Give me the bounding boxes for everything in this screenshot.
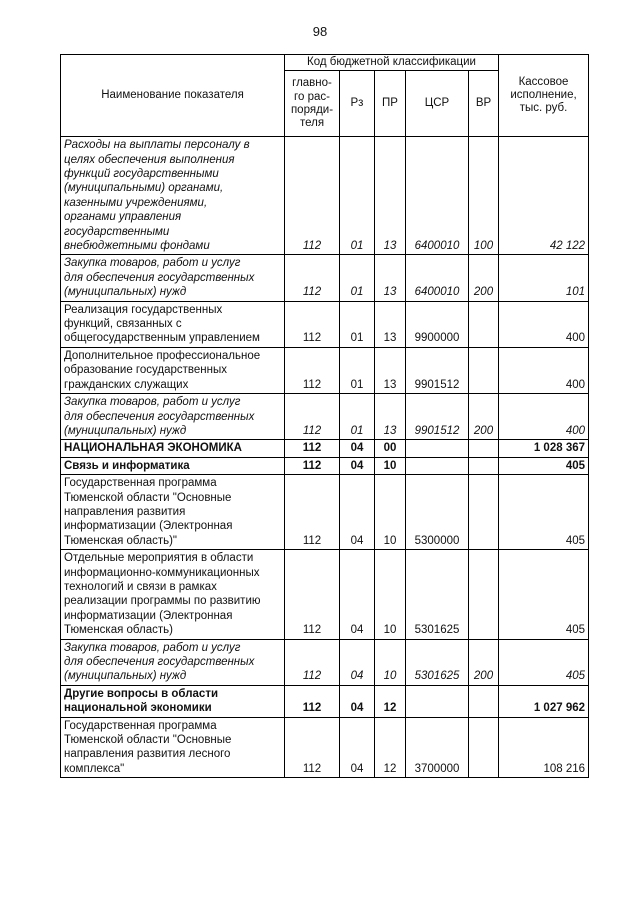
table-row: [61, 717, 589, 778]
row-grbs: 112: [285, 137, 340, 255]
row-name-line: национальной экономики: [64, 702, 212, 715]
row-name-line: Расходы на выплаты персоналу в: [64, 139, 250, 152]
row-name-line: внебюджетными фондами: [64, 240, 210, 253]
row-csr: 6400010: [406, 255, 469, 301]
row-amount: 405: [499, 457, 589, 474]
row-vr: 200: [469, 639, 499, 685]
row-name: [61, 347, 285, 393]
row-rz: 04: [340, 475, 375, 550]
row-name-line: Тюменской области "Основные: [64, 491, 232, 504]
row-name-line: целях обеспечения выполнения: [64, 153, 235, 166]
header-budget-code: Код бюджетной классификации: [285, 55, 499, 71]
row-name: [61, 685, 285, 717]
row-rz: 04: [340, 685, 375, 717]
table-row: [61, 347, 589, 393]
header-main-manager-line: поряди-: [290, 103, 334, 116]
row-csr: [406, 440, 469, 457]
row-name-line: Другие вопросы в области: [64, 687, 219, 700]
row-vr: [469, 301, 499, 347]
header-main-manager-line: главно-: [292, 77, 332, 90]
row-amount: 101: [499, 255, 589, 301]
row-grbs: 112: [285, 475, 340, 550]
row-name: [61, 255, 285, 301]
table-row: [61, 550, 589, 639]
row-vr: [469, 717, 499, 778]
row-name: [61, 457, 285, 474]
row-grbs: 112: [285, 717, 340, 778]
table-row: [61, 137, 589, 255]
budget-table: [60, 54, 589, 778]
row-csr: 5301625: [406, 550, 469, 639]
row-vr: [469, 347, 499, 393]
row-name-line: для обеспечения государственных: [64, 410, 255, 423]
row-amount: 1 027 962: [499, 685, 589, 717]
row-name-line: Закупка товаров, работ и услуг: [64, 641, 241, 654]
header-main-manager-line: теля: [299, 116, 325, 129]
row-name-line: (муниципальных) нужд: [64, 670, 187, 683]
row-name-line: (муниципальными) органами,: [64, 182, 224, 195]
row-csr: 9901512: [406, 394, 469, 440]
row-pr: 10: [375, 457, 406, 474]
row-name: [61, 717, 285, 778]
row-grbs: 112: [285, 255, 340, 301]
row-amount: 400: [499, 347, 589, 393]
row-name-line: казенными учреждениями,: [64, 196, 208, 209]
row-rz: 04: [340, 717, 375, 778]
row-vr: 200: [469, 255, 499, 301]
row-amount: 400: [499, 394, 589, 440]
row-vr: [469, 475, 499, 550]
row-name-line: направления развития лесного: [64, 748, 231, 761]
row-amount: 405: [499, 550, 589, 639]
table-body: [61, 137, 589, 778]
row-grbs: 112: [285, 639, 340, 685]
row-vr: [469, 440, 499, 457]
header-amount-line: исполнение,: [510, 89, 577, 101]
row-csr: 5301625: [406, 639, 469, 685]
row-grbs: 112: [285, 347, 340, 393]
header-amount: [499, 55, 589, 137]
row-name-line: Закупка товаров, работ и услуг: [64, 396, 241, 409]
header-name: Наименование показателя: [61, 55, 285, 137]
row-name-line: направления развития: [64, 505, 186, 518]
row-name-line: НАЦИОНАЛЬНАЯ ЭКОНОМИКА: [64, 442, 242, 455]
row-pr: 12: [375, 717, 406, 778]
row-name: [61, 440, 285, 457]
row-grbs: 112: [285, 301, 340, 347]
row-pr: 10: [375, 639, 406, 685]
row-vr: [469, 550, 499, 639]
row-name-line: информатизации (Электронная: [64, 609, 233, 622]
row-pr: 13: [375, 394, 406, 440]
row-name: [61, 137, 285, 255]
row-amount: 405: [499, 475, 589, 550]
row-csr: 5300000: [406, 475, 469, 550]
table-row: [61, 301, 589, 347]
row-name-line: Закупка товаров, работ и услуг: [64, 257, 241, 270]
row-name: [61, 550, 285, 639]
row-pr: 13: [375, 301, 406, 347]
row-name-line: органами управления: [64, 211, 182, 224]
row-amount: 405: [499, 639, 589, 685]
header-main-manager: [285, 71, 340, 137]
row-name-line: гражданских служащих: [64, 378, 189, 391]
row-pr: 10: [375, 550, 406, 639]
page-number: 98: [312, 24, 328, 39]
table-row: [61, 457, 589, 474]
row-rz: 01: [340, 255, 375, 301]
row-rz: 04: [340, 457, 375, 474]
row-vr: 100: [469, 137, 499, 255]
row-pr: 13: [375, 137, 406, 255]
row-name-line: Тюменской области "Основные: [64, 734, 232, 747]
row-rz: 04: [340, 550, 375, 639]
row-name-line: информационно-коммуникационных: [64, 566, 260, 579]
row-name-line: комплекса": [64, 762, 125, 775]
row-name-line: технологий и связи в рамках: [64, 580, 217, 593]
row-name: [61, 394, 285, 440]
row-csr: 9901512: [406, 347, 469, 393]
row-vr: [469, 457, 499, 474]
table-row: [61, 255, 589, 301]
row-name-line: (муниципальных) нужд: [64, 286, 187, 299]
row-amount: 42 122: [499, 137, 589, 255]
header-pr: ПР: [375, 71, 406, 137]
header-main-manager-line: го рас-: [294, 90, 330, 103]
row-vr: [469, 685, 499, 717]
table-row: [61, 685, 589, 717]
header-amount-line: Кассовое: [518, 75, 569, 88]
row-name-line: функций, связанных с: [64, 318, 182, 331]
row-csr: 6400010: [406, 137, 469, 255]
row-csr: 3700000: [406, 717, 469, 778]
row-rz: 01: [340, 347, 375, 393]
row-rz: 04: [340, 440, 375, 457]
table-row: [61, 475, 589, 550]
table-row: [61, 394, 589, 440]
row-vr: 200: [469, 394, 499, 440]
row-name-line: (муниципальных) нужд: [64, 424, 187, 437]
row-amount: 108 216: [499, 717, 589, 778]
row-pr: 00: [375, 440, 406, 457]
row-name-line: реализации программы по развитию: [64, 595, 261, 608]
row-name: [61, 301, 285, 347]
header-rz: Рз: [340, 71, 375, 137]
header-amount-line: тыс. руб.: [519, 102, 568, 115]
row-csr: 9900000: [406, 301, 469, 347]
row-name-line: информатизации (Электронная: [64, 520, 233, 533]
row-pr: 13: [375, 255, 406, 301]
row-name-line: Отдельные мероприятия в области: [64, 552, 254, 565]
row-name: [61, 475, 285, 550]
row-name-line: Государственная программа: [64, 719, 217, 732]
row-amount: 400: [499, 301, 589, 347]
row-pr: 10: [375, 475, 406, 550]
row-grbs: 112: [285, 457, 340, 474]
row-name-line: Тюменская область)": [64, 534, 178, 547]
row-grbs: 112: [285, 550, 340, 639]
header-csr: ЦСР: [406, 71, 469, 137]
row-name-line: Государственная программа: [64, 477, 217, 490]
row-pr: 12: [375, 685, 406, 717]
header-vr: ВР: [469, 71, 499, 137]
row-csr: [406, 457, 469, 474]
row-csr: [406, 685, 469, 717]
row-rz: 01: [340, 301, 375, 347]
row-name-line: для обеспечения государственных: [64, 656, 255, 669]
row-name-line: Дополнительное профессиональное: [64, 349, 261, 362]
row-name-line: государственными: [64, 225, 170, 238]
row-amount: 1 028 367: [499, 440, 589, 457]
row-pr: 13: [375, 347, 406, 393]
row-name-line: Тюменская область): [64, 624, 173, 637]
row-name-line: Реализация государственных: [64, 303, 223, 316]
row-name-line: общегосударственным управлением: [64, 332, 260, 345]
row-grbs: 112: [285, 685, 340, 717]
row-rz: 01: [340, 394, 375, 440]
row-name-line: функций государственными: [64, 168, 219, 181]
row-grbs: 112: [285, 394, 340, 440]
table-header: [61, 55, 589, 137]
row-name-line: Связь и информатика: [64, 459, 190, 472]
row-grbs: 112: [285, 440, 340, 457]
row-rz: 04: [340, 639, 375, 685]
row-name-line: образование государственных: [64, 364, 227, 377]
row-name-line: для обеспечения государственных: [64, 271, 255, 284]
row-rz: 01: [340, 137, 375, 255]
row-name: [61, 639, 285, 685]
table-row: [61, 440, 589, 457]
table-row: [61, 639, 589, 685]
